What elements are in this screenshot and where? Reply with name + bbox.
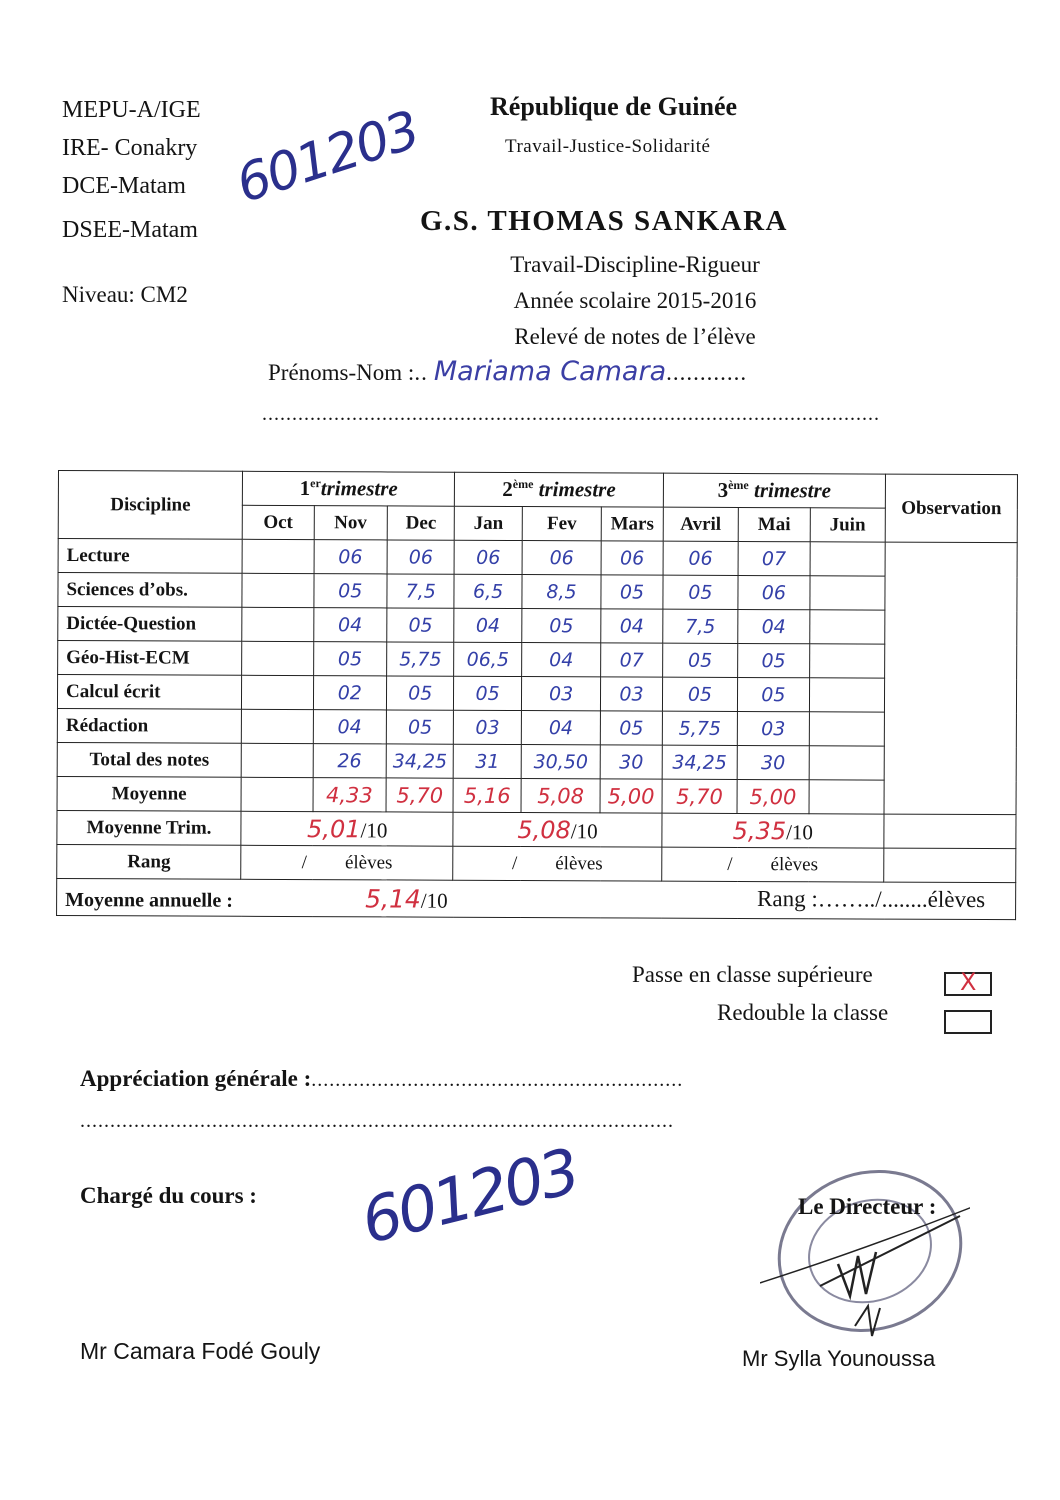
trimester-3-header: 3ème trimestre xyxy=(663,473,886,508)
rang-row xyxy=(57,844,1016,882)
grade-cell: 30,50 xyxy=(521,745,601,779)
grade-cell: 04 xyxy=(313,710,387,744)
grade-cell: 03 xyxy=(601,677,663,711)
grade-cell xyxy=(242,539,314,573)
table-row xyxy=(57,708,1016,746)
grade-cell: 05 xyxy=(738,643,810,677)
row-label: Total des notes xyxy=(57,742,241,777)
grade-cell xyxy=(242,573,314,607)
grade-cell xyxy=(241,743,313,777)
row-label: Rédaction xyxy=(57,708,241,743)
grade-cell xyxy=(809,780,885,814)
row-label: Sciences d’obs. xyxy=(58,573,242,608)
handwritten-id-top: 601203 xyxy=(229,100,426,215)
class-level: Niveau: CM2 xyxy=(62,282,188,307)
teacher-name: Mr Camara Fodé Gouly xyxy=(80,1338,321,1364)
trim-avg-value: 5,01 xyxy=(307,814,361,843)
grade-cell xyxy=(242,641,314,675)
promote-checkbox[interactable] xyxy=(944,968,992,996)
grade-cell: 05 xyxy=(738,677,810,711)
ministry-line: DSEE-Matam xyxy=(62,217,198,243)
grade-cell: 04 xyxy=(454,608,522,642)
grade-cell: 02 xyxy=(313,676,387,710)
appreciation-label: Appréciation générale : xyxy=(80,1066,312,1091)
table-row xyxy=(57,675,1016,713)
trim-avg-cell: 5,35/10 xyxy=(662,813,885,848)
grade-cell: 5,75 xyxy=(662,711,738,745)
grade-cell: 05 xyxy=(386,676,454,710)
repeat-checkbox[interactable] xyxy=(944,1010,992,1034)
school-year: Année scolaire 2015-2016 xyxy=(513,288,757,313)
grade-cell: 5,75 xyxy=(387,642,455,676)
document-title: Relevé de notes de l’élève xyxy=(514,324,756,349)
table-row xyxy=(57,776,1016,814)
grade-cell xyxy=(809,678,885,712)
republic-title: République de Guinée xyxy=(490,92,738,121)
month-header: Oct xyxy=(242,505,314,539)
grade-cell: 04 xyxy=(738,609,810,643)
grade-cell: 05 xyxy=(386,710,454,744)
grade-cell: 06 xyxy=(663,541,739,575)
grade-cell: 07 xyxy=(601,643,663,677)
grade-cell: 05 xyxy=(601,575,663,609)
grade-cell: 06 xyxy=(522,541,602,575)
grades-table xyxy=(56,470,1018,920)
name-label: Prénoms-Nom : xyxy=(268,360,415,385)
grade-cell: 05 xyxy=(601,711,663,745)
grade-cell: 06 xyxy=(387,540,455,574)
observation-cell xyxy=(884,814,1016,849)
repeat-label: Redouble la classe xyxy=(717,1000,889,1025)
promote-check-mark: X xyxy=(960,968,977,996)
month-header: Jan xyxy=(455,506,523,540)
grade-cell: 34,25 xyxy=(386,744,454,778)
rang-cell: / élèves xyxy=(241,845,453,880)
grade-cell xyxy=(809,746,885,780)
national-motto: Travail-Justice-Solidarité xyxy=(505,136,711,157)
grade-cell: 05 xyxy=(313,642,387,676)
table-row xyxy=(58,573,1017,611)
ministry-line: IRE- Conakry xyxy=(62,135,198,161)
grade-cell: 8,5 xyxy=(522,575,602,609)
ministry-line: DCE-Matam xyxy=(62,173,186,199)
table-row xyxy=(58,641,1017,679)
grade-cell: 05 xyxy=(663,575,739,609)
row-label: Géo-Hist-ECM xyxy=(58,641,242,676)
month-header: Dec xyxy=(387,506,455,540)
trimester-1-header: 1ertrimestre xyxy=(242,471,454,506)
appreciation-dotted-line: ................................................................................................... xyxy=(80,1110,674,1132)
promote-label: Passe en classe supérieure xyxy=(632,962,873,987)
director-label: Le Directeur : xyxy=(798,1194,937,1219)
rang-cell: / élèves xyxy=(453,846,661,881)
school-stamp xyxy=(760,1156,970,1346)
grade-cell: 6,5 xyxy=(454,574,522,608)
teacher-label: Chargé du cours : xyxy=(80,1183,257,1208)
grade-cell xyxy=(241,709,313,743)
grade-cell: 05 xyxy=(662,677,738,711)
row-label: Moyenne Trim. xyxy=(57,810,241,845)
grade-cell: 31 xyxy=(454,744,522,778)
month-header: Mars xyxy=(602,507,664,541)
row-label: Moyenne xyxy=(57,776,241,811)
name-dotted-line: ....................................................................................................... xyxy=(262,403,880,425)
grade-cell: 4,33 xyxy=(313,778,387,812)
month-header: Fev xyxy=(522,507,602,541)
ministry-block xyxy=(62,92,201,250)
grade-cell: 5,16 xyxy=(453,778,521,812)
school-name: G.S. THOMAS SANKARA xyxy=(420,205,788,237)
observation-cell xyxy=(884,848,1016,883)
table-row xyxy=(58,607,1017,645)
grade-cell: 5,08 xyxy=(521,779,601,813)
month-header: Avril xyxy=(663,507,739,541)
trim-avg-cell: 5,08/10 xyxy=(453,812,661,847)
trim-avg-cell: 5,01/10 xyxy=(241,811,453,846)
grade-cell: 5,00 xyxy=(600,779,662,813)
school-motto: Travail-Discipline-Rigueur xyxy=(510,252,760,277)
grade-cell: 07 xyxy=(738,541,810,575)
grade-cell: 7,5 xyxy=(662,609,738,643)
student-name: Mariama Camara xyxy=(433,356,667,387)
grade-cell: 30 xyxy=(737,745,809,779)
grade-cell: 5,70 xyxy=(662,779,738,813)
grade-cell xyxy=(809,644,885,678)
grade-cell: 06 xyxy=(601,541,663,575)
grade-cell xyxy=(810,542,886,576)
row-label: Calcul écrit xyxy=(57,675,241,710)
grade-cell xyxy=(241,777,313,811)
grade-cell: 05 xyxy=(387,608,455,642)
grade-cell: 06,5 xyxy=(454,642,522,676)
grade-cell: 04 xyxy=(521,643,601,677)
grade-cell: 05 xyxy=(313,574,387,608)
month-header: Nov xyxy=(314,506,388,540)
grade-cell xyxy=(242,607,314,641)
director-name: Mr Sylla Younoussa xyxy=(742,1346,936,1371)
grade-cell: 05 xyxy=(662,643,738,677)
handwritten-id-bottom: 601203 xyxy=(354,1134,585,1258)
grade-cell: 06 xyxy=(454,540,522,574)
grade-cell: 03 xyxy=(454,710,522,744)
discipline-header: Discipline xyxy=(58,471,242,540)
grade-cell: 7,5 xyxy=(387,574,455,608)
appreciation-row: Appréciation générale :.............................................................. xyxy=(80,1066,684,1091)
grade-cell: 26 xyxy=(313,744,387,778)
grade-cell: 5,00 xyxy=(737,779,809,813)
observation-cell xyxy=(884,542,1017,815)
grade-cell: 30 xyxy=(600,745,662,779)
grade-cell xyxy=(242,675,314,709)
moyenne-trim-row xyxy=(57,810,1016,848)
annual-rank: Rang :……../........élèves xyxy=(757,885,986,912)
annual-value: 5,14 xyxy=(365,883,421,914)
grade-cell: 06 xyxy=(314,540,388,574)
rang-cell: / élèves xyxy=(661,847,884,882)
grade-cell: 05 xyxy=(522,609,602,643)
grade-cell: 03 xyxy=(521,677,601,711)
grade-cell: 5,70 xyxy=(386,778,454,812)
annual-row xyxy=(57,878,1016,919)
month-header: Mai xyxy=(738,507,810,541)
row-label: Lecture xyxy=(58,539,242,574)
grade-cell xyxy=(810,576,886,610)
annual-label: Moyenne annuelle : xyxy=(65,888,233,912)
annual-cell: Moyenne annuelle : 5,14/10 Rang :……../........élèves xyxy=(57,878,1016,919)
table-row xyxy=(57,742,1016,780)
grade-cell: 04 xyxy=(313,608,387,642)
month-header: Juin xyxy=(810,508,886,542)
row-label: Rang xyxy=(57,844,241,879)
grade-cell xyxy=(809,610,885,644)
grade-cell: 04 xyxy=(521,711,601,745)
trimester-2-header: 2ème trimestre xyxy=(455,472,663,507)
grade-cell xyxy=(809,712,885,746)
grade-cell: 03 xyxy=(737,711,809,745)
row-label: Dictée-Question xyxy=(58,607,242,642)
observation-header: Observation xyxy=(885,474,1017,543)
grade-cell: 06 xyxy=(738,575,810,609)
student-name-row: Prénoms-Nom :.. Mariama Camara............ xyxy=(268,356,748,387)
trim-avg-value: 5,08 xyxy=(517,815,571,844)
grade-cell: 04 xyxy=(601,609,663,643)
ministry-line: MEPU-A/IGE xyxy=(62,97,201,123)
trim-avg-value: 5,35 xyxy=(732,816,787,845)
table-row xyxy=(58,539,1017,577)
grade-cell: 34,25 xyxy=(662,745,738,779)
grade-cell: 05 xyxy=(454,676,522,710)
